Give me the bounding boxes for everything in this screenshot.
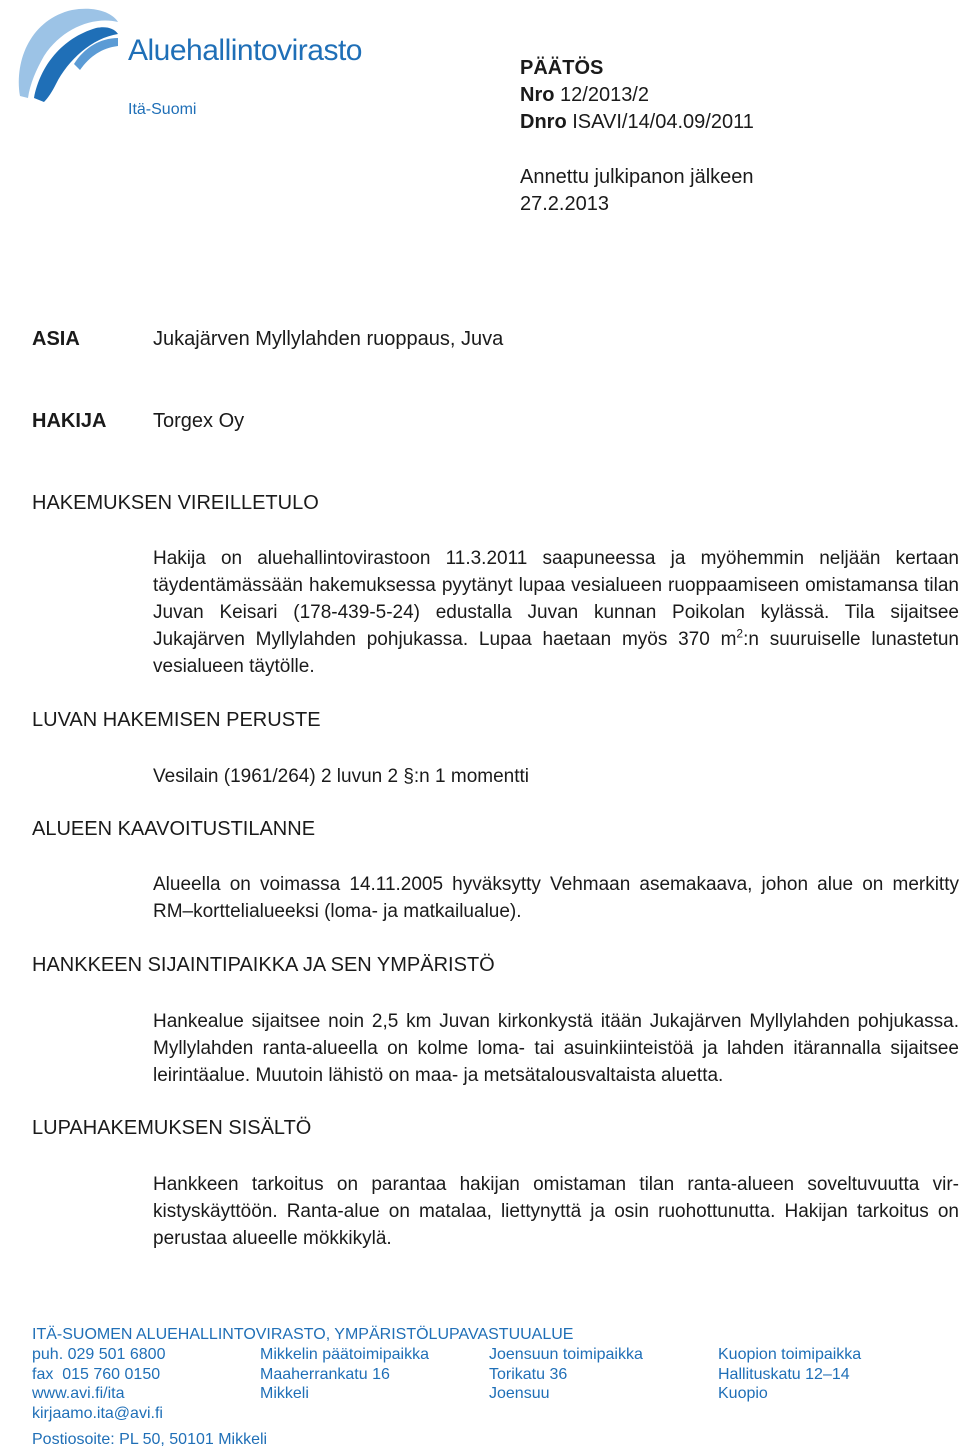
office-name: Kuopion toimipaikka — [718, 1346, 862, 1363]
hakija-value: Torgex Oy — [153, 410, 245, 432]
footer-postal: Postiosoite: PL 50, 50101 Mikkeli — [32, 1431, 268, 1448]
logo — [14, 4, 119, 104]
footer-website-link[interactable]: www.avi.fi/ita — [32, 1385, 125, 1402]
org-name: Aluehallintovirasto — [128, 34, 362, 67]
office-city: Joensuu — [489, 1385, 550, 1402]
region-name: Itä-Suomi — [128, 101, 197, 118]
footer-email-link[interactable]: kirjaamo.ita@avi.fi — [32, 1404, 163, 1422]
section-title-peruste: LUVAN HAKEMISEN PERUSTE — [32, 709, 321, 731]
footer-org: ITÄ-SUOMEN ALUEHALLINTOVIRASTO, YMPÄRISTÖLUPAVASTUUALUE — [32, 1326, 574, 1343]
doc-type: PÄÄTÖS — [520, 57, 604, 79]
section-text-peruste: Vesilain (1961/264) 2 luvun 2 §:n 1 momentti — [153, 766, 530, 787]
section-title-sijaintipaikka: HANKKEEN SIJAINTIPAIKKA JA SEN YMPÄRISTÖ — [32, 954, 495, 976]
footer-office-kuopio — [718, 1345, 861, 1404]
avi-logo-icon — [14, 4, 119, 104]
footer-phone: puh. 029 501 6800 — [32, 1346, 166, 1363]
office-street: Torikatu 36 — [489, 1365, 568, 1383]
asia-value: Jukajärven Myllylahden ruoppaus, Juva — [153, 328, 504, 350]
issued-note: Annettu julkipanon jälkeen — [520, 166, 754, 188]
footer-office-joensuu — [489, 1345, 643, 1404]
footer-office-mikkeli — [260, 1345, 429, 1404]
issued-date: 27.2.2013 — [520, 193, 609, 215]
hakija-label: HAKIJA — [32, 410, 107, 432]
footer-fax: fax 015 760 0150 — [32, 1365, 161, 1383]
diary-number: Dnro ISAVI/14/04.09/2011 — [520, 111, 754, 133]
section-title-sisalto: LUPAHAKEMUKSEN SISÄLTÖ — [32, 1117, 312, 1139]
section-title-vireilletulo: HAKEMUKSEN VIREILLETULO — [32, 492, 319, 514]
section-text-vireilletulo: Hakija on aluehallintovirastoon 11.3.2011 saapuneessa ja myöhemmin neljään kertaan täydentämässään hakemuksessa pyytänyt lupaa vesialueen ruoppaamiseen omistamansa tilan Juvan Keisari (178-439-5-24) edustalla Juvan kunnan Poikolan kylässä. Tila sijaitsee Jukajärven Myllylahden pohjukassa. Lupaa haetaan myös 370 $m^2:n$ suuruiselle lunastetun vesialueen täytölle. — [153, 548, 959, 677]
office-street: Hallituskatu 12–14 — [718, 1365, 850, 1383]
office-city: Mikkeli — [260, 1385, 309, 1402]
footer-contact — [32, 1345, 165, 1423]
decision-number: Nro 12/2013/2 — [520, 84, 649, 106]
section-text-sijaintipaikka: Hankealue sijaitsee noin 2,5 km Juvan kirkonkystä itään Jukajärven Myllylahden pohjukassa. Myllylahden ranta-alueella on kolme loma- tai asuinkiinteistöä ja lahden itärannalla sijaitsee leirintäalue. Muutoin lähistö on maa- ja metsätalousvaltaista aluetta. — [153, 1011, 959, 1086]
office-name: Joensuun toimipaikka — [489, 1346, 643, 1363]
office-city: Kuopio — [718, 1385, 768, 1402]
section-title-kaavoitus: ALUEEN KAAVOITUSTILANNE — [32, 818, 316, 840]
asia-label: ASIA — [32, 328, 80, 350]
section-text-kaavoitus: Alueella on voimassa 14.11.2005 hyväksytty Vehmaan asemakaava, johon alue on merkitty RM–korttelialueeksi (loma- ja matkailualue). — [153, 874, 959, 922]
office-name: Mikkelin päätoimipaikka — [260, 1346, 429, 1363]
section-text-sisalto: Hankkeen tarkoitus on parantaa hakijan omistaman tilan ranta-alueen soveltuvuutta virkistyskäyttöön. Ranta-alue on matalaa, liettynyttä ja osin ruohottunutta. Hakijan tarkoitus on perustaa alueelle mökkikylä. — [153, 1174, 959, 1249]
office-street: Maaherrankatu 16 — [260, 1365, 390, 1383]
